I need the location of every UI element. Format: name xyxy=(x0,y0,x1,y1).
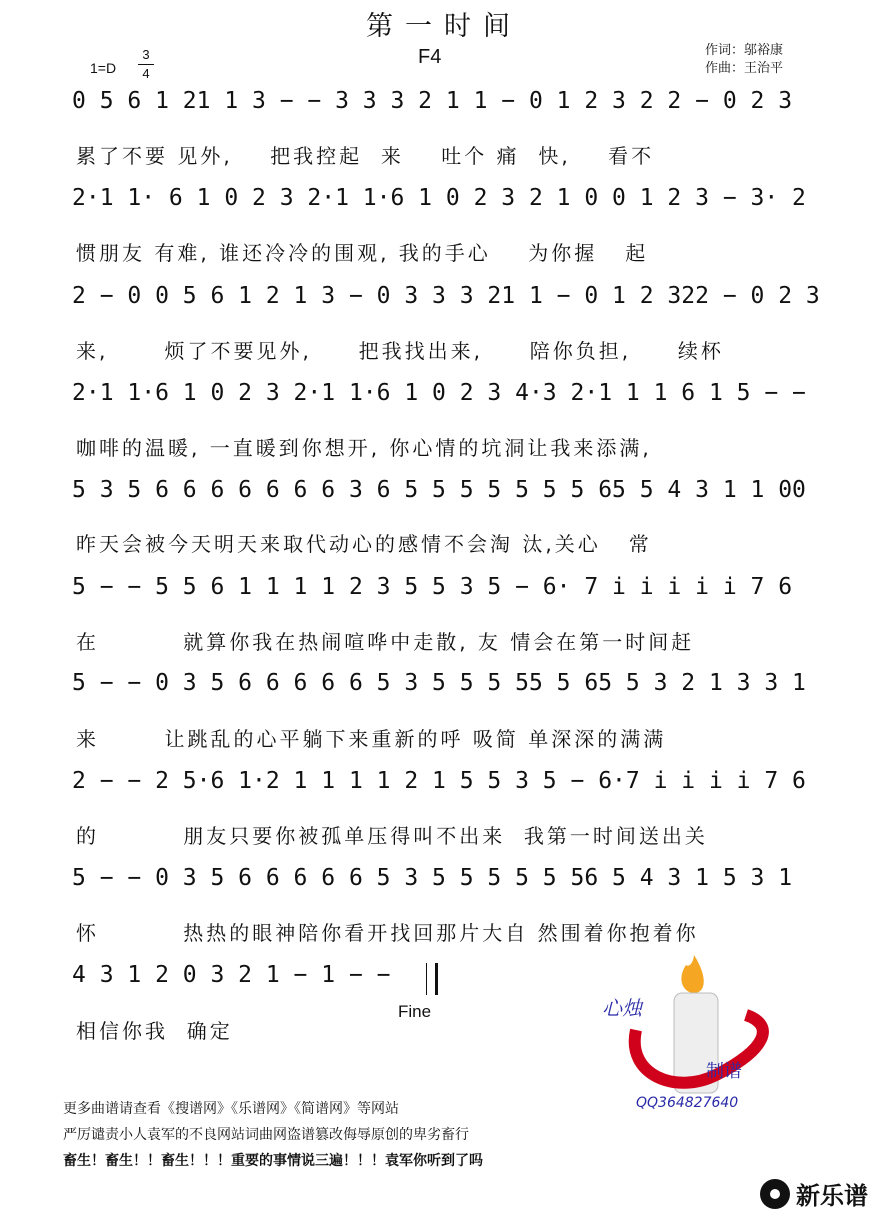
notation-row-7: 5 − − 0 3 5 6 6 6 6 6 5 3 5 5 5 55 5 65 5 3 2 1 3 3 1 xyxy=(72,670,806,696)
lyrics-row-4: 咖啡的温暖, 一直暖到你想开, 你心情的坑洞让我来添满, xyxy=(76,436,652,460)
notation-row-9: 5 − − 0 3 5 6 6 6 6 6 5 3 5 5 5 5 5 56 5 4 3 1 5 3 1 xyxy=(72,865,793,891)
time-signature-top: 3 xyxy=(142,47,150,62)
lyrics-row-3: 来, 烦了不要见外, 把我找出来, 陪你负担, 续杯 xyxy=(76,339,724,363)
credits xyxy=(705,42,783,78)
lyrics-row-9: 怀 热热的眼神陪你看开找回那片大自 然围着你抱着你 xyxy=(76,921,699,945)
notation-row-2: 2·1 1· 6 1 0 2 3 2·1 1·6 1 0 2 3 2 1 0 0 1 2 3 − 3· 2 xyxy=(72,185,806,211)
final-barline xyxy=(426,963,438,995)
singer-name: F4 xyxy=(418,46,442,68)
brand-name: 新乐谱 xyxy=(796,1182,868,1210)
site-brand xyxy=(760,1176,868,1211)
lyrics-row-5: 昨天会被今天明天来取代动心的感情不会淘 汰,关心 常 xyxy=(76,532,652,556)
fine-marker: Fine xyxy=(398,1002,432,1021)
lyrics-row-8: 的 朋友只要你被孤单压得叫不出来 我第一时间送出关 xyxy=(76,824,708,848)
lyrics-row-7: 来 让跳乱的心平躺下来重新的呼 吸简 单深深的满满 xyxy=(76,727,667,751)
notation-row-8: 2 − − 2 5·6 1·2 1 1 1 1 2 1 5 5 3 5 − 6·7 i i i i 7 6 xyxy=(72,768,806,794)
footer-note-2: 严厉谴责小人袁军的不良网站词曲网盗谱篡改侮辱原创的卑劣畜行 xyxy=(63,1127,469,1143)
time-signature-bottom: 4 xyxy=(138,64,154,83)
svg-text:制谱: 制谱 xyxy=(706,1061,742,1082)
svg-text:心烛: 心烛 xyxy=(602,996,642,1020)
candle-logo xyxy=(596,945,796,1115)
record-icon xyxy=(760,1179,790,1209)
notation-row-10: 4 3 1 2 0 3 2 1 − 1 − − xyxy=(72,962,391,988)
lyricist: 作词：邬裕康 xyxy=(705,43,784,58)
lyrics-row-6: 在 就算你我在热闹喧哗中走散, 友 情会在第一时间赶 xyxy=(76,630,695,654)
key-signature: 1=D xyxy=(90,60,117,76)
notation-row-1: 0 5 6 1 21 1 3 − − 3 3 3 2 1 1 − 0 1 2 3 2 2 − 0 2 3 xyxy=(72,88,793,114)
notation-row-6: 5 − − 5 5 6 1 1 1 1 2 3 5 5 3 5 − 6· 7 i i i i i 7 6 xyxy=(72,574,793,600)
footer-note-1: 更多曲谱请查看《搜谱网》《乐谱网》《简谱网》等网站 xyxy=(63,1101,399,1117)
time-signature xyxy=(138,46,154,83)
footer-note-3: 畜生！畜生！！畜生！！！重要的事情说三遍！！！袁军你听到了吗 xyxy=(63,1153,483,1169)
notation-row-4: 2·1 1·6 1 0 2 3 2·1 1·6 1 0 2 3 4·3 2·1 1 1 6 1 5 − − xyxy=(72,380,806,406)
lyrics-row-2: 惯朋友 有难, 谁还冷冷的围观, 我的手心 为你握 起 xyxy=(76,241,649,265)
score-title: 第一时间 xyxy=(366,11,522,42)
lyrics-row-1: 累了不要 见外, 把我控起 来 吐个 痛 快, 看不 xyxy=(76,144,655,168)
lyrics-row-10: 相信你我 确定 xyxy=(76,1019,233,1043)
composer: 作曲：王治平 xyxy=(705,61,784,76)
notation-row-3: 2 − 0 0 5 6 1 2 1 3 − 0 3 3 3 21 1 − 0 1 2 322 − 0 2 3 xyxy=(72,283,820,309)
notation-row-5: 5 3 5 6 6 6 6 6 6 6 3 6 5 5 5 5 5 5 5 65 5 4 3 1 1 00 xyxy=(72,477,806,503)
flame-icon xyxy=(681,955,703,993)
svg-text:QQ364827640: QQ364827640 xyxy=(636,1095,739,1111)
